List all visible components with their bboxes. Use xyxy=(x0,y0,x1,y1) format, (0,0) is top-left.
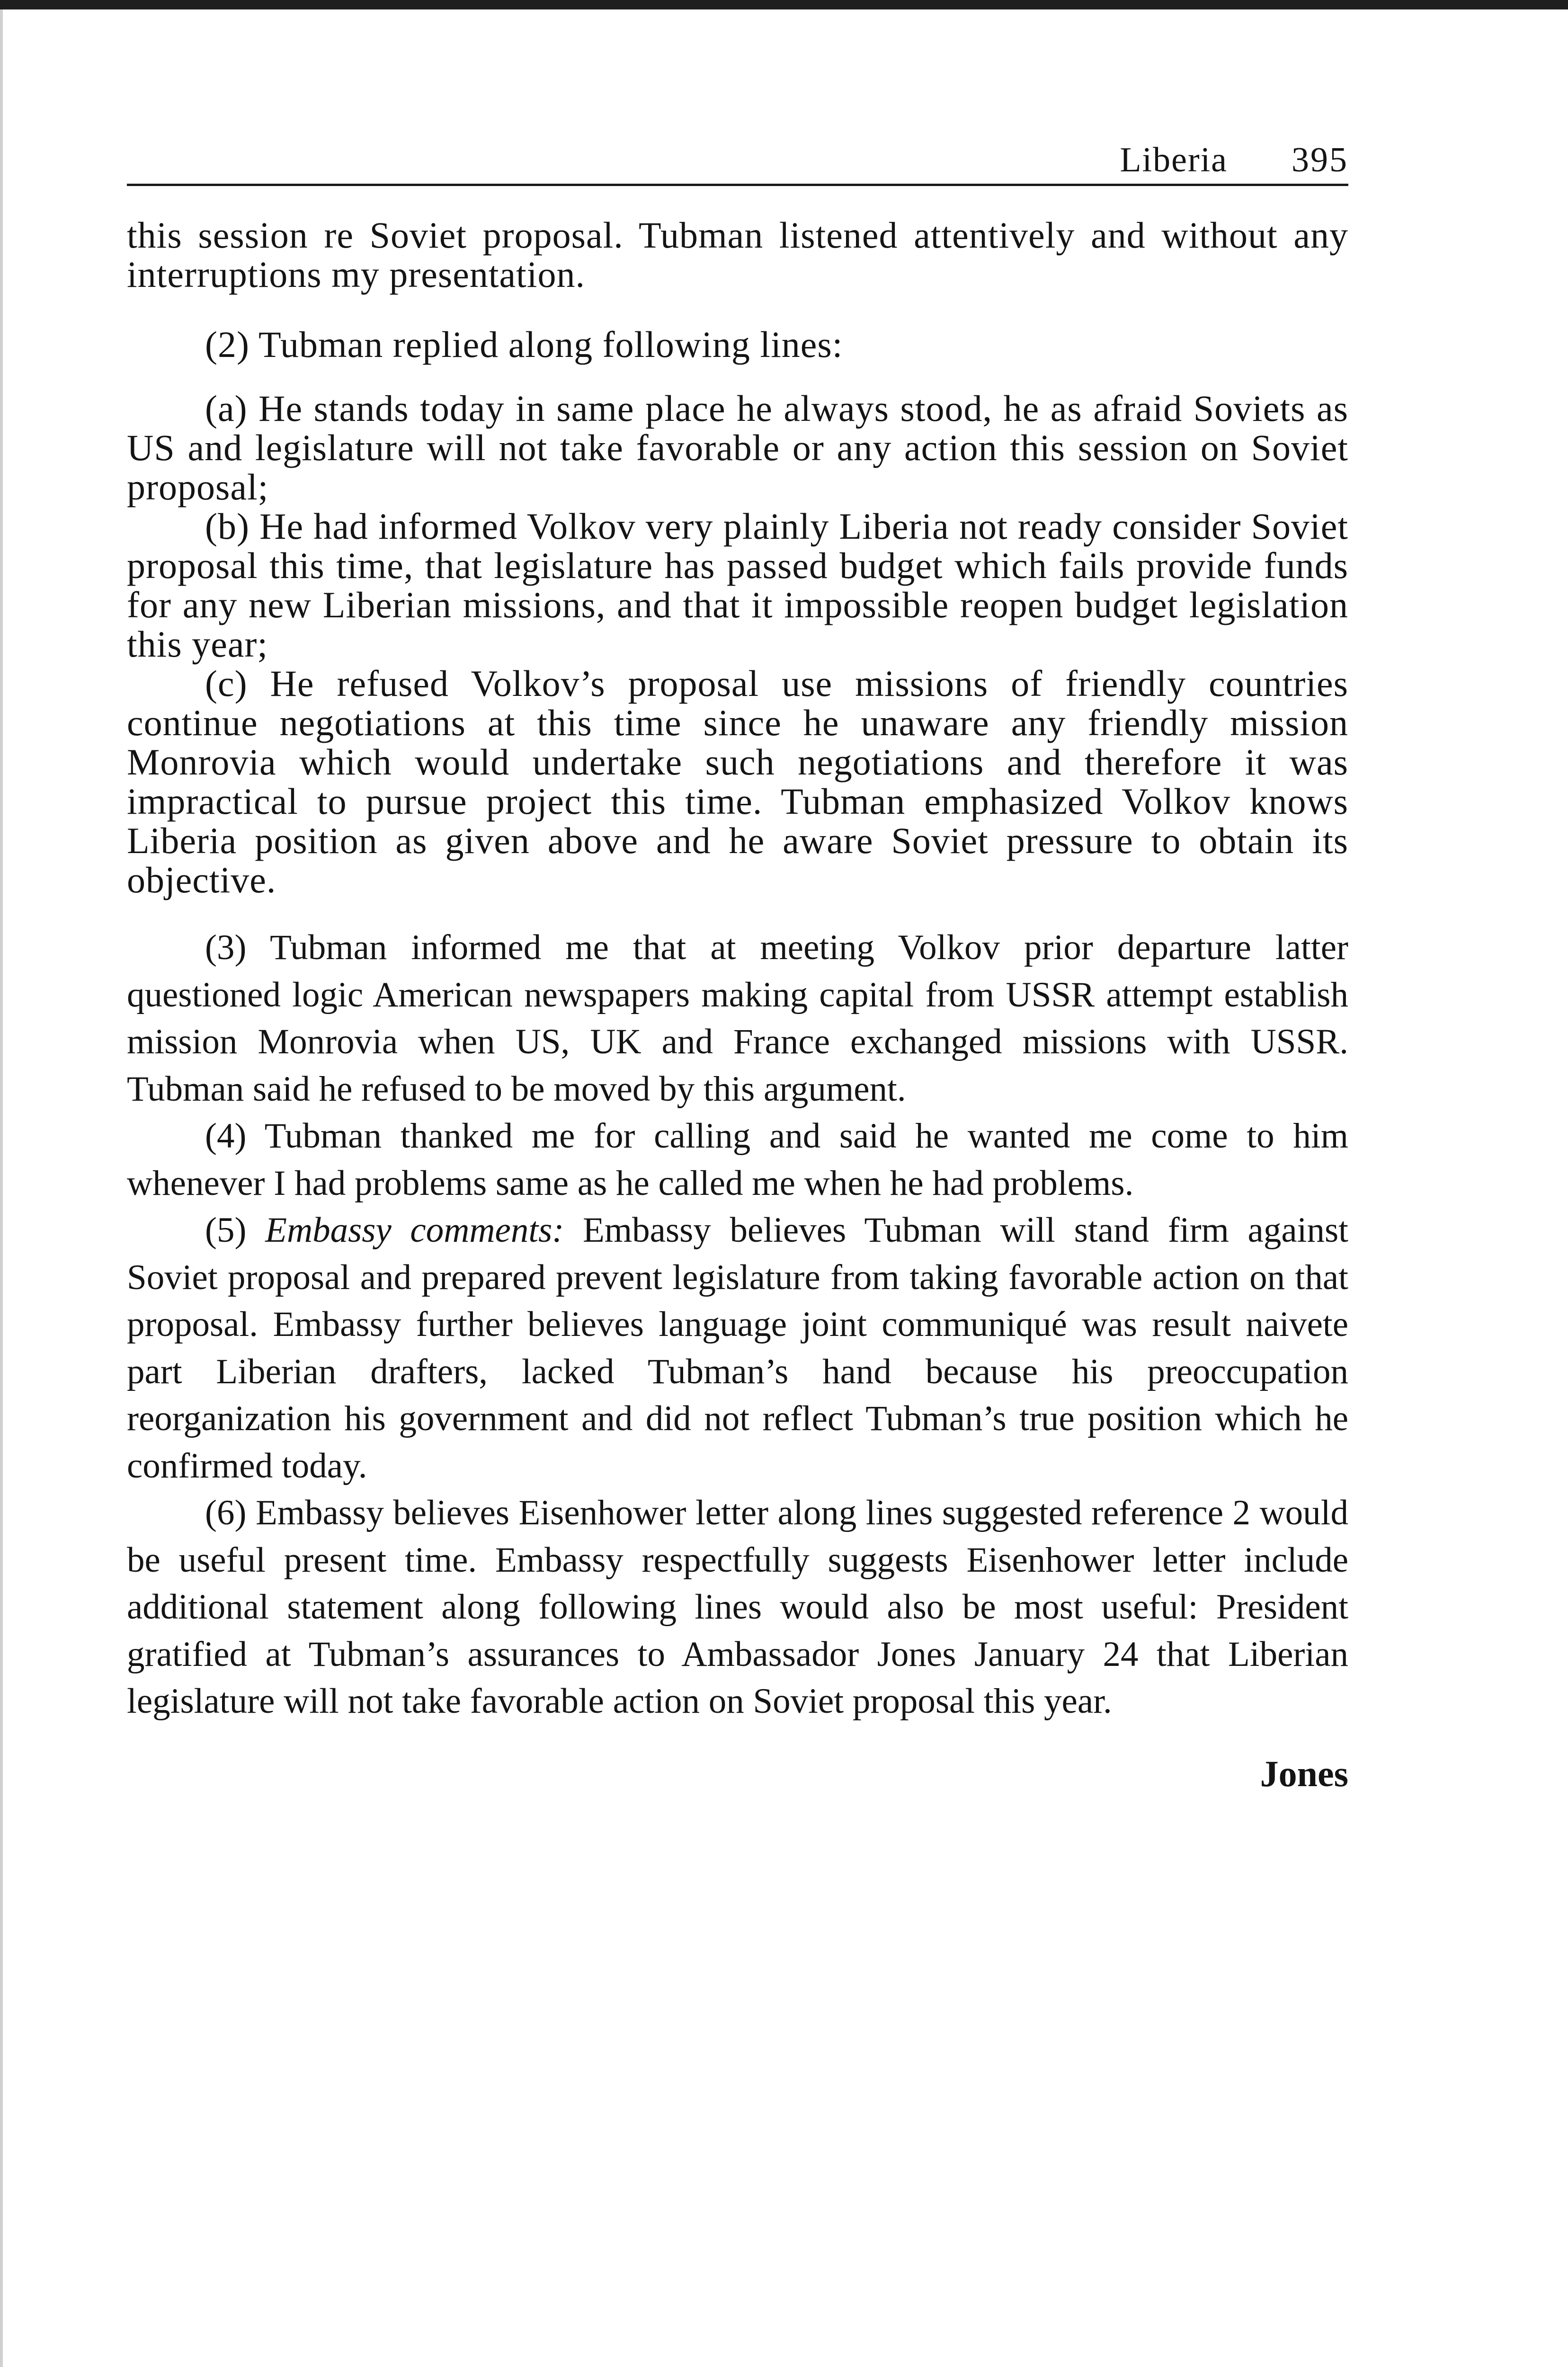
paragraph-continuation: this session re Soviet proposal. Tubman listened attentively and without any interruptions my presentation. xyxy=(127,214,1348,295)
paragraph-2: (2) Tubman replied along following lines: xyxy=(205,324,843,365)
paragraph-2c: (c) He refused Volkov’s proposal use missions of friendly countries continue negotiations at this time since he unaware any friendly mission Monrovia which would undertake such negotiations and therefore it was impractical to pursue project this time. Tubman emphasized Volkov knows Liberia position as given above and he aware Soviet pressure to obtain its objective. xyxy=(127,663,1348,900)
paragraph-2b: (b) He had informed Volkov very plainly Liberia not ready consider Soviet proposal this time, that legislature has passed budget which fails provide funds for any new Liberian missions, and that it impossible reopen budget legislation this year; xyxy=(127,506,1348,665)
paragraph-2a: (a) He stands today in same place he always stood, he as afraid Soviets as US and legislature will not take favorable or any action this session on Soviet proposal; xyxy=(127,388,1348,507)
embassy-comments-heading: Embassy comments: xyxy=(265,1210,564,1250)
paragraph-5 xyxy=(127,1207,1348,1489)
paragraph-5-body: Embassy believes Tubman will stand firm against Soviet proposal and prepared prevent legislature from taking favorable action on that proposal. Embassy further believes language joint communiqué was result naivete part Liberian drafters, lacked Tubman’s hand because his preoccupation reorganization his government and did not reflect Tubman’s true position which he confirmed today. xyxy=(127,1210,1348,1486)
running-head xyxy=(127,137,1348,186)
paragraph-4: (4) Tubman thanked me for calling and said he wanted me come to him whenever I had problems same as he called me when he had problems. xyxy=(127,1116,1348,1203)
paragraph-3: (3) Tubman informed me that at meeting Volkov prior departure latter questioned logic American newspapers making capital from USSR attempt establish mission Monrovia when US, UK and France exchanged missions with USSR. Tubman said he refused to be moved by this argument. xyxy=(127,928,1348,1109)
document-page xyxy=(127,137,1348,1832)
page-number: 395 xyxy=(1292,141,1348,179)
scan-left-edge xyxy=(0,9,3,2367)
running-head-title: Liberia xyxy=(1120,141,1228,179)
paragraph-6: (6) Embassy believes Eisenhower letter along lines suggested reference 2 would be useful present time. Embassy respectfully suggests Eisenhower letter include additional statement along following lines would also be most useful: President gratified at Tubman’s assurances to Ambassador Jones January 24 that Liberian legislature will not take favorable action on Soviet proposal this year. xyxy=(127,1493,1348,1721)
scan-top-edge xyxy=(0,0,1568,9)
signature: Jones xyxy=(1260,1753,1348,1794)
paragraph-5-number: (5) xyxy=(205,1210,266,1250)
